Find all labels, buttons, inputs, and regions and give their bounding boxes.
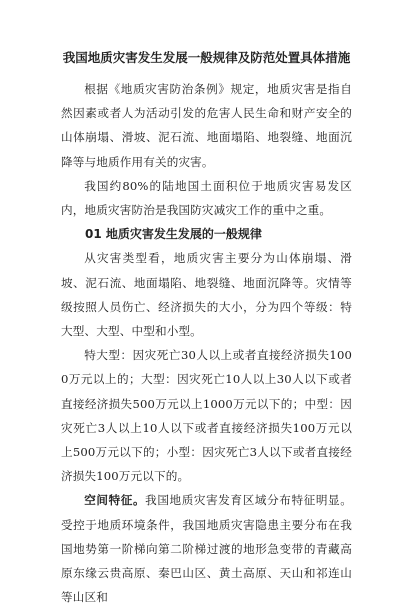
spatial-feature-paragraph	[61, 488, 352, 609]
intro-paragraph-2: 我国约80%的陆地国土面积位于地质灾害易发区内，地质灾害防治是我国防灾减灾工作的重中之重。	[61, 178, 352, 218]
document-title: 我国地质灾害发生发展一般规律及防范处置具体措施	[62, 50, 351, 65]
section-1-heading: 01 地质灾害发生发展的一般规律	[85, 227, 262, 242]
spatial-feature-text: 我国地质灾害发育区域分布特征明显。受控于地质环境条件，我国地质灾害隐患主要分布在我国地势第一阶梯向第二阶梯过渡的地形急变带的青藏高原东缘云贵高原、秦巴山区、黄土高原、天山和祁连山等山区和	[61, 493, 352, 605]
spatial-feature-lead: 空间特征。	[84, 493, 146, 508]
section-1-paragraph-1: 从灾害类型看，地质灾害主要分为山体崩塌、滑坡、泥石流、地面塌陷、地裂缝、地面沉降等。灾情等级按照人员伤亡、经济损失的大小，分为四个等级：特大型、大型、中型和小型。	[61, 251, 352, 339]
intro-paragraph-1: 根据《地质灾害防治条例》规定，地质灾害是指自然因素或者人为活动引发的危害人民生命和财产安全的山体崩塌、滑坡、泥石流、地面塌陷、地裂缝、地面沉降等与地质作用有关的灾害。	[61, 82, 352, 169]
section-1-paragraph-2: 特大型：因灾死亡30人以上或者直接经济损失1000万元以上的；大型：因灾死亡10人以上30人以下或者直接经济损失500万元以上1000万元以下的；中型：因灾死亡3人以上10人以下或者直接经济损失100万元以上500万元以下的；小型：因灾死亡3人以下或者直接经济损失100万元以下的。	[61, 348, 352, 484]
